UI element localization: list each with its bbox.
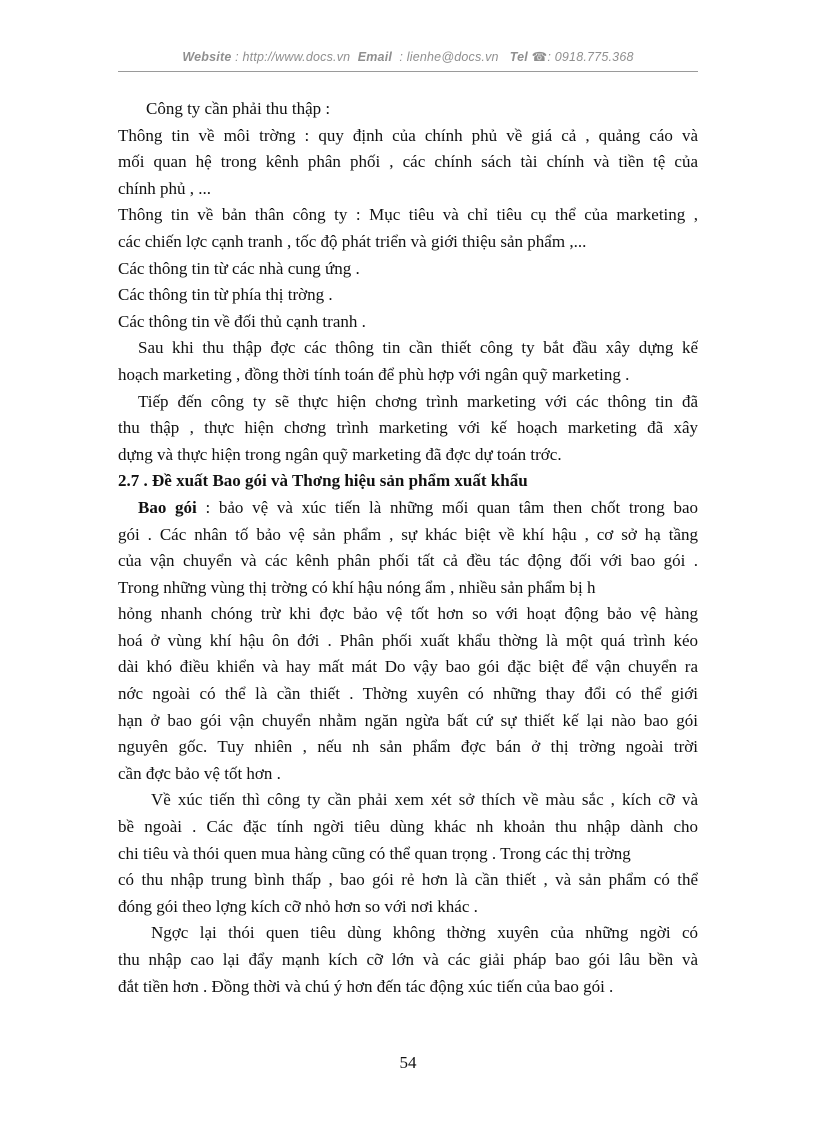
text-line: hỏng nhanh chóng trừ khi đợc bảo vệ tốt hơn so với hoạt động bảo vệ hàng bbox=[118, 604, 698, 624]
tel-label: Tel bbox=[509, 50, 528, 64]
section-heading: 2.7 . Đề xuất Bao gói và Thơng hiệu sản phẩm xuất khẩu bbox=[118, 471, 528, 491]
text-line: hoạch marketing , đồng thời tính toán để phù hợp với ngân quỹ marketing . bbox=[118, 364, 630, 384]
text-line: thu nhập cao lại đẩy mạnh kích cỡ lớn và các giải pháp bao gói lâu bền và bbox=[118, 950, 698, 969]
text-line: các chiến lợc cạnh tranh , tốc độ phát triển và giới thiệu sản phẩm ,... bbox=[118, 231, 587, 251]
text-line: của vận chuyển và các kênh phân phối tất cả đều tác động đối với bao gói . bbox=[118, 551, 698, 571]
text-line: hoá ở vùng khí hậu ôn đới . Phân phối xuất khẩu thờng là một quá trình kéo bbox=[118, 630, 698, 650]
page-number: 54 bbox=[399, 1053, 417, 1072]
website-label: Website bbox=[182, 50, 232, 64]
text-line: đóng gói theo lợng kích cỡ nhỏ hơn so với nơi khác . bbox=[118, 896, 478, 916]
text-fragment: bảo vệ và xúc tiến là những mối quan tâm then chốt trong bao bbox=[218, 497, 698, 517]
text-line: Công ty cần phải thu thập : bbox=[146, 99, 331, 118]
text-line: Trong những vùng thị trờng có khí hậu nóng ẩm , nhiều sản phẩm bị h bbox=[118, 577, 596, 597]
text-line bbox=[118, 495, 698, 522]
email-label: Email bbox=[357, 50, 393, 64]
phone-icon: ☎ bbox=[531, 50, 548, 64]
text-line: Thông tin về bản thân công ty : Mục tiêu và chỉ tiêu cụ thể của marketing , bbox=[118, 205, 698, 225]
text-line: nớc ngoài có thể là cần thiết . Thờng xuyên có những thay đổi có thể giới bbox=[118, 684, 698, 704]
bao-goi-colon: : bbox=[196, 497, 219, 517]
text-line: dài khó điều khiển và hay mất mát Do vậy bao gói đặc biệt để vận chuyển ra bbox=[118, 657, 698, 677]
text-line: chính phủ , ... bbox=[118, 178, 212, 198]
email-address: : lienhe@docs.vn bbox=[399, 50, 499, 64]
text-line: Ngợc lại thói quen tiêu dùng không thờng xuyên của những ngời có bbox=[151, 923, 698, 943]
text-line: chi tiêu và thói quen mua hàng cũng có thể quan trọng . Trong các thị trờng bbox=[118, 843, 631, 863]
document-body bbox=[118, 96, 698, 1000]
text-line: nguyên gốc. Tuy nhiên , nếu nh sản phẩm đợc bán ở thị trờng ngoài trời bbox=[118, 737, 698, 757]
text-line: mối quan hệ trong kênh phân phối , các chính sách tài chính và tiền tệ của bbox=[118, 152, 698, 172]
text-line: Tiếp đến công ty sẽ thực hiện chơng trình marketing với các thông tin đã bbox=[138, 391, 698, 411]
text-line: Các thông tin về đối thủ cạnh tranh . bbox=[118, 311, 366, 331]
text-line: cần đợc bảo vệ tốt hơn . bbox=[118, 763, 281, 783]
text-line: Các thông tin từ phía thị trờng . bbox=[118, 285, 333, 305]
text-line: Thông tin về môi trờng : quy định của chính phủ về giá cả , quảng cáo và bbox=[118, 125, 698, 145]
website-url: : http://www.docs.vn bbox=[235, 50, 351, 64]
text-line: bề ngoài . Các đặc tính ngời tiêu dùng khác nh khoản thu nhập dành cho bbox=[118, 817, 698, 837]
text-line: đắt tiền hơn . Đồng thời và chú ý hơn đến tác động xúc tiến của bao gói . bbox=[118, 976, 614, 996]
text-line: thu thập , thực hiện chơng trình marketing với kế hoạch marketing đã xây bbox=[118, 418, 698, 438]
bao-goi-label: Bao gói bbox=[138, 497, 197, 517]
text-line: có thu nhập trung bình thấp , bao gói rẻ hơn là cần thiết , và sản phẩm có thể bbox=[118, 870, 698, 890]
tel-number: : 0918.775.368 bbox=[547, 50, 634, 64]
text-line: Các thông tin từ các nhà cung ứng . bbox=[118, 258, 360, 278]
text-line: Về xúc tiến thì công ty cần phải xem xét sở thích về màu sắc , kích cỡ và bbox=[151, 790, 698, 810]
text-line: gói . Các nhân tố bảo vệ sản phẩm , sự khác biệt về khí hậu , cơ sở hạ tầng bbox=[118, 524, 698, 544]
text-line: hạn ở bao gói vận chuyển nhằm ngăn ngừa bất cứ sự thiết kế lại nào bao gói bbox=[118, 710, 698, 730]
text-line: Sau khi thu thập đợc các thông tin cần thiết công ty bắt đầu xây dựng kế bbox=[138, 338, 698, 358]
header-divider bbox=[118, 71, 698, 72]
text-line: dựng và thực hiện trong ngân quỹ marketing đã đợc dự toán trớc. bbox=[118, 444, 562, 464]
page-header bbox=[118, 49, 698, 64]
